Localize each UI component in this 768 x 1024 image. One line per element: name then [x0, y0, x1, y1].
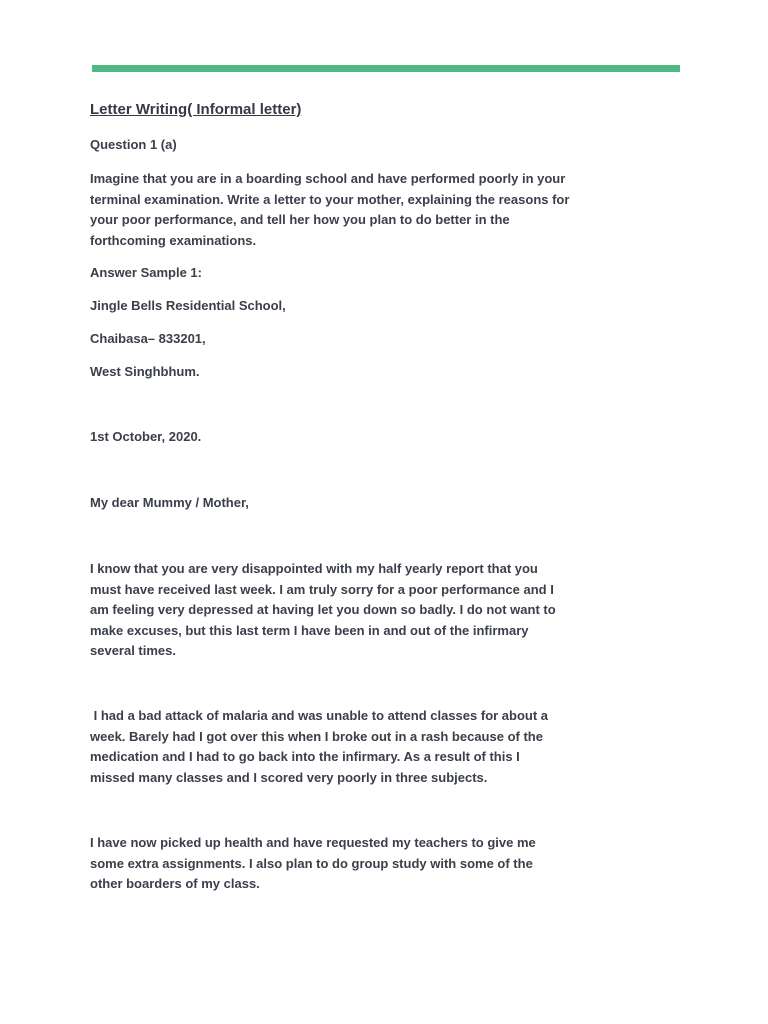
accent-divider [92, 65, 680, 72]
address-line-1: Jingle Bells Residential School, [90, 298, 286, 313]
document-title: Letter Writing( Informal letter) [90, 101, 302, 118]
paragraph-3: I have now picked up health and have requested my teachers to give me some extra assignments. I also plan to do group study with some of the other boarders of my class. [90, 835, 536, 891]
address-line-3: West Singhbhum. [90, 364, 200, 379]
question-label: Question 1 (a) [90, 137, 177, 152]
address-line-2: Chaibasa– 833201, [90, 331, 206, 346]
paragraph-1: I know that you are very disappointed with my half yearly report that you must have received last week. I am truly sorry for a poor performance and I am feeling very depressed at having let you down so badly. I do not want to make excuses, but this last term I have been in and out of the infirmary several times. [90, 561, 556, 658]
answer-label: Answer Sample 1: [90, 265, 202, 280]
letter-date: 1st October, 2020. [90, 429, 202, 444]
question-prompt: Imagine that you are in a boarding school and have performed poorly in your terminal examination. Write a letter to your mother, explaining the reasons for your poor performance, and tell her how you plan to do better in the forthcoming examinations. [90, 171, 570, 248]
paragraph-2: I had a bad attack of malaria and was unable to attend classes for about a week. Barely had I got over this when I broke out in a rash because of the medication and I had to go back into the infirmary. As a result of this I missed many classes and I scored very poorly in three subjects. [90, 708, 552, 785]
salutation: My dear Mummy / Mother, [90, 495, 249, 510]
